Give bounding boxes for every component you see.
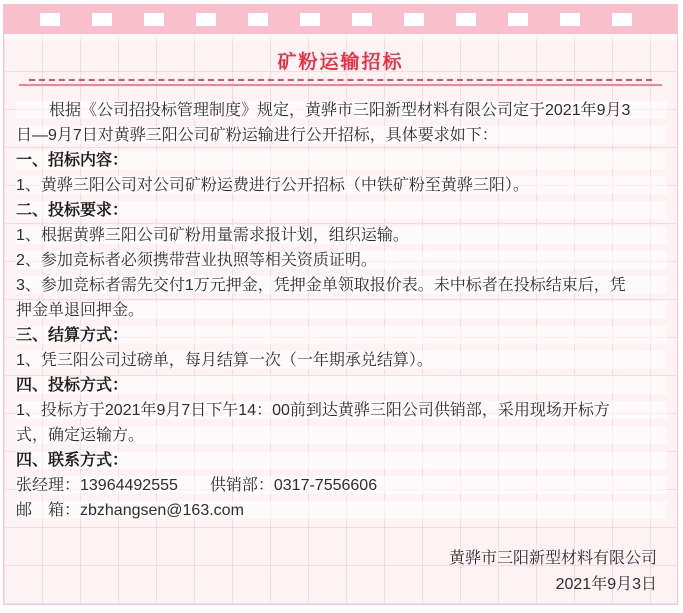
signature-company: 黄骅市三阳新型材料有限公司 [448,550,657,567]
body-line: 押金单退回押金。 [16,298,667,323]
body-line: 3、参加竞标者需先交付1万元押金，凭押金单领取报价表。未中标者在投标结束后，凭 [16,273,667,298]
body-line: 1、根据黄骅三阳公司矿粉用量需求报计划，组织运输。 [16,223,667,248]
body-line: 一、招标内容： [16,148,667,173]
solid-divider [19,84,662,86]
body-line: 日—9月7日对黄骅三阳公司矿粉运输进行公开招标，具体要求如下： [16,123,667,148]
perforation-squares [40,13,653,26]
body-line: 1、凭三阳公司过磅单，每月结算一次（一年期承兑结算）。 [16,348,667,373]
body-line: 1、黄骅三阳公司对公司矿粉运费进行公开招标（中铁矿粉至黄骅三阳）。 [16,173,667,198]
body-line: 2、参加竞标者必须携带营业执照等相关资质证明。 [16,248,667,273]
body-line: 四、联系方式： [16,448,667,473]
body-line: 式，确定运输方。 [16,423,667,448]
dashed-divider [29,79,652,81]
signature-block [449,546,657,598]
page-title: 矿粉运输招标 [277,52,404,73]
signature-date: 2021年9月3日 [555,576,657,593]
top-banner [4,5,677,34]
body-line: 张经理：13964492555 供销部：0317-7556606 [16,473,667,498]
body-line: 邮 箱：zbzhangsen@163.com [16,498,667,523]
banner-fade [4,34,677,44]
body-line: 三、结算方式： [16,323,667,348]
body-line: 二、投标要求： [16,198,667,223]
document-body [16,98,667,523]
body-line: 根据《公司招投标管理制度》规定，黄骅市三阳新型材料有限公司定于2021年9月3 [16,98,667,123]
body-line: 1、投标方于2021年9月7日下午14：00前到达黄骅三阳公司供销部，采用现场开标方 [16,398,667,423]
document-sheet [3,4,678,605]
body-line: 四、投标方式： [16,373,667,398]
